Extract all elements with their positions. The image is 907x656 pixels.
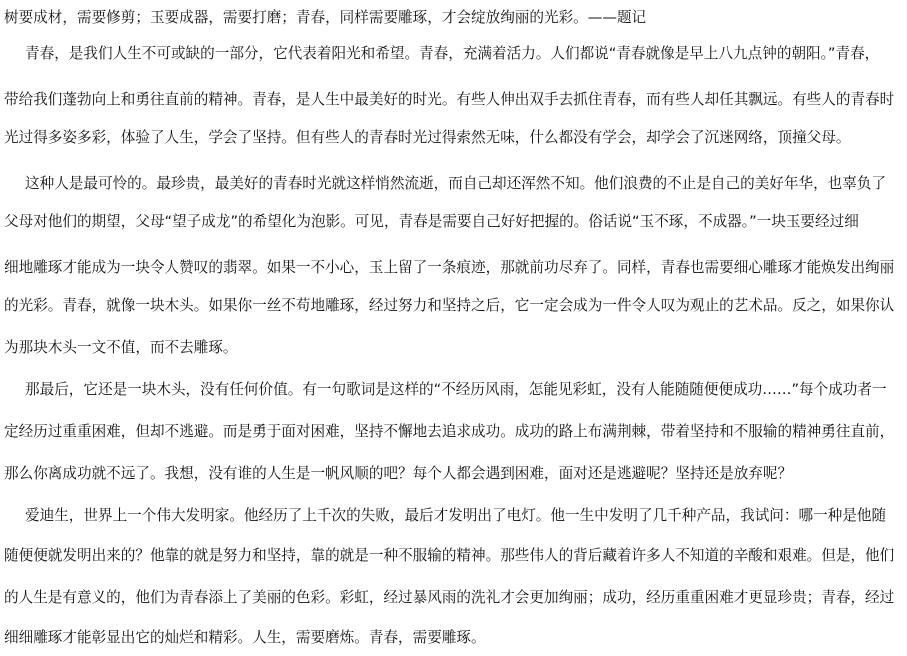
paragraph-2-line-1: 这种人是最可怜的。最珍贵，最美好的青春时光就这样悄然流逝，而自己却还浑然不知。他们浪费的不止是自己的美好年华，也辜负了 (25, 175, 887, 192)
paragraph-3-line-1: 那最后，它还是一块木头，没有任何价值。有一句歌词是这样的“不经历风雨，怎能见彩虹，没有人能随随便便成功……”每个成功者一 (25, 381, 887, 398)
epigraph-line: 树要成材，需要修剪；玉要成器，需要打磨；青春，同样需要雕琢，才会绽放绚丽的光彩。——题记 (4, 9, 647, 26)
paragraph-4-line-2: 随便便就发明出来的？他靠的就是努力和坚持，靠的就是一种不服输的精神。那些伟人的背后藏着许多人不知道的辛酸和艰难。但是，他们 (4, 547, 895, 564)
paragraph-2-line-5: 为那块木头一文不值，而不去雕琢。 (4, 339, 238, 356)
paragraph-4-line-1: 爱迪生，世界上一个伟大发明家。他经历了上千次的失败，最后才发明出了电灯。他一生中发明了几千种产品，我试问：哪一种是他随 (25, 507, 887, 524)
paragraph-3-line-2: 定经历过重重困难，但却不逃避。而是勇于面对困难，坚持不懈地去追求成功。成功的路上布满荆棘，带着坚持和不服输的精神勇往直前， (4, 423, 895, 440)
paragraph-3-line-3: 那么你离成功就不远了。我想，没有谁的人生是一帆风顺的吧？每个人都会遇到困难，面对还是逃避呢？坚持还是放弃呢？ (4, 465, 793, 482)
paragraph-2-line-4: 的光彩。青春，就像一块木头。如果你一丝不苟地雕琢，经过努力和坚持之后，它一定会成为一件令人叹为观止的艺术品。反之，如果你认 (4, 297, 895, 314)
paragraph-4-line-3: 的人生是有意义的，他们为青春添上了美丽的色彩。彩虹，经过暴风雨的洗礼才会更加绚丽；成功，经历重重困难才更显珍贵；青春，经过 (4, 589, 895, 606)
paragraph-2-line-3: 细地雕琢才能成为一块令人赞叹的翡翠。如果一不小心，玉上留了一条痕迹，那就前功尽弃了。同样，青春也需要细心雕琢才能焕发出绚丽 (4, 259, 895, 276)
paragraph-2-line-2: 父母对他们的期望，父母“望子成龙”的希望化为泡影。可见，青春是需要自己好好把握的。俗话说“玉不琢，不成器。”一块玉要经过细 (4, 213, 859, 230)
paragraph-1-line-2: 带给我们蓬勃向上和勇往直前的精神。青春，是人生中最美好的时光。有些人伸出双手去抓住青春，而有些人却任其飘远。有些人的青春时 (4, 91, 895, 108)
paragraph-4-line-4: 细细雕琢才能彰显出它的灿烂和精彩。人生，需要磨炼。青春，需要雕琢。 (4, 629, 486, 646)
paragraph-1-line-3: 光过得多姿多彩，体验了人生，学会了坚持。但有些人的青春时光过得索然无味，什么都没有学会，却学会了沉迷网络，顶撞父母。 (4, 129, 851, 146)
paragraph-1-line-1: 青春，是我们人生不可或缺的一部分，它代表着阳光和希望。青春，充满着活力。人们都说“青春就像是早上八九点钟的朝阳。”青春， (25, 45, 880, 62)
